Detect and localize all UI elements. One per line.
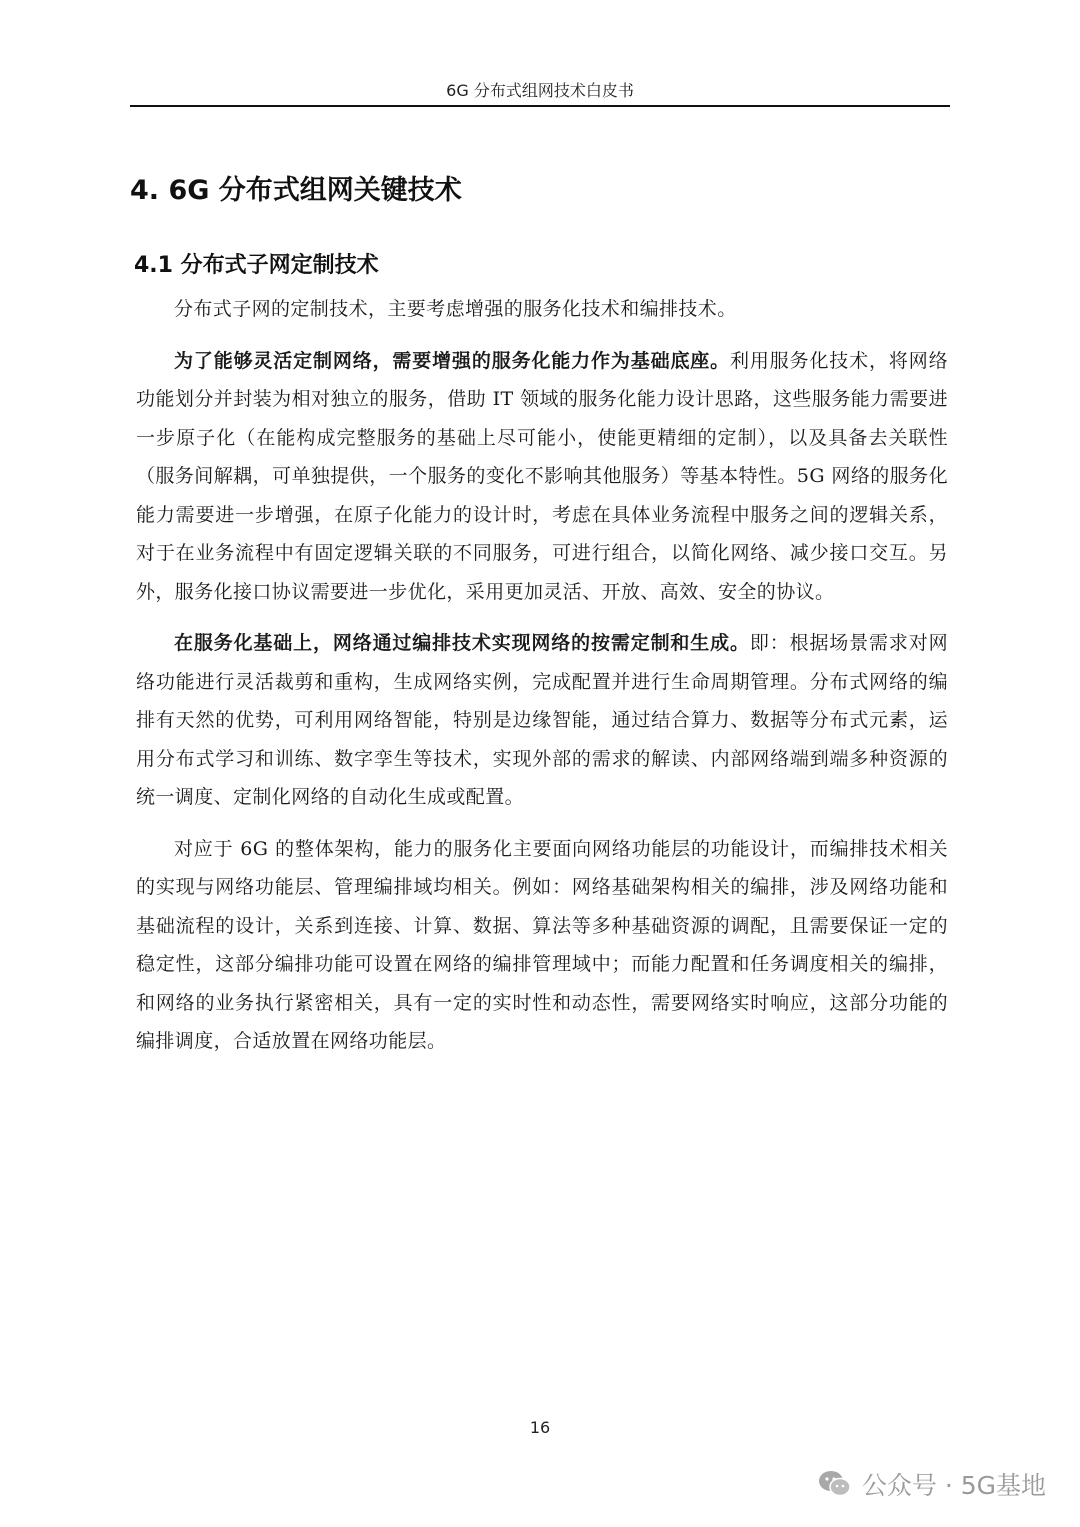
paragraph-3-text: 即：根据场景需求对网络功能进行灵活裁剪和重构，生成网络实例，完成配置并进行生命周期管理。分布式网络的编排有天然的优势，可利用网络智能，特别是边缘智能，通过结合算力、数据等分布式元素，运用分布式学习和训练、数字孪生等技术，实现外部的需求的解读、内部网络端到端多种资源的统一调度、定制化网络的自动化生成或配置。: [136, 632, 948, 808]
section-title: 4.1 分布式子网定制技术: [134, 253, 379, 278]
paragraph-1-text: 分布式子网的定制技术，主要考虑增强的服务化技术和编排技术。: [174, 298, 737, 320]
paragraph-4-text: 对应于 6G 的整体架构，能力的服务化主要面向网络功能层的功能设计，而编排技术相关的实现与网络功能层、管理编排域均相关。例如：网络基础架构相关的编排，涉及网络功能和基础流程的设计，关系到连接、计算、数据、算法等多种基础资源的调配，且需要保证一定的稳定性，这部分编排功能可设置在网络的编排管理域中；而能力配置和任务调度相关的编排，和网络的业务执行紧密相关，具有一定的实时性和动态性，需要网络实时响应，这部分功能的编排调度，合适放置在网络功能层。: [136, 837, 948, 1052]
paragraph-2: [136, 342, 948, 612]
paragraph-1: [136, 290, 948, 329]
paragraph-2-lead: 为了能够灵活定制网络，需要增强的服务化能力作为基础底座。: [174, 349, 731, 372]
paragraph-4: [136, 830, 948, 1061]
page-number: 16: [529, 1418, 551, 1437]
body-text: [136, 290, 948, 1074]
header-divider: [130, 105, 950, 107]
chapter-title: 4. 6G 分布式组网关键技术: [130, 175, 462, 206]
watermark-text: 公众号 · 5G基地: [861, 1471, 1046, 1500]
watermark: [818, 1466, 1046, 1502]
paragraph-3: [136, 624, 948, 817]
paragraph-3-lead: 在服务化基础上，网络通过编排技术实现网络的按需定制和生成。: [174, 632, 750, 654]
wechat-icon: [818, 1469, 852, 1499]
running-header: 6G 分布式组网技术白皮书: [446, 81, 634, 100]
paragraph-2-text: 利用服务化技术，将网络功能划分并封装为相对独立的服务，借助 IT 领域的服务化能力设计思路，这些服务能力需要进一步原子化（在能构成完整服务的基础上尽可能小，使能更精细的定制），以及具备去关联性（服务间解耦，可单独提供，一个服务的变化不影响其他服务）等基本特性。5G 网络的服务化能力需要进一步增强，在原子化能力的设计时，考虑在具体业务流程中服务之间的逻辑关系，对于在业务流程中有固定逻辑关联的不同服务，可进行组合，以简化网络、减少接口交互。另外，服务化接口协议需要进一步优化，采用更加灵活、开放、高效、安全的协议。: [136, 349, 948, 603]
